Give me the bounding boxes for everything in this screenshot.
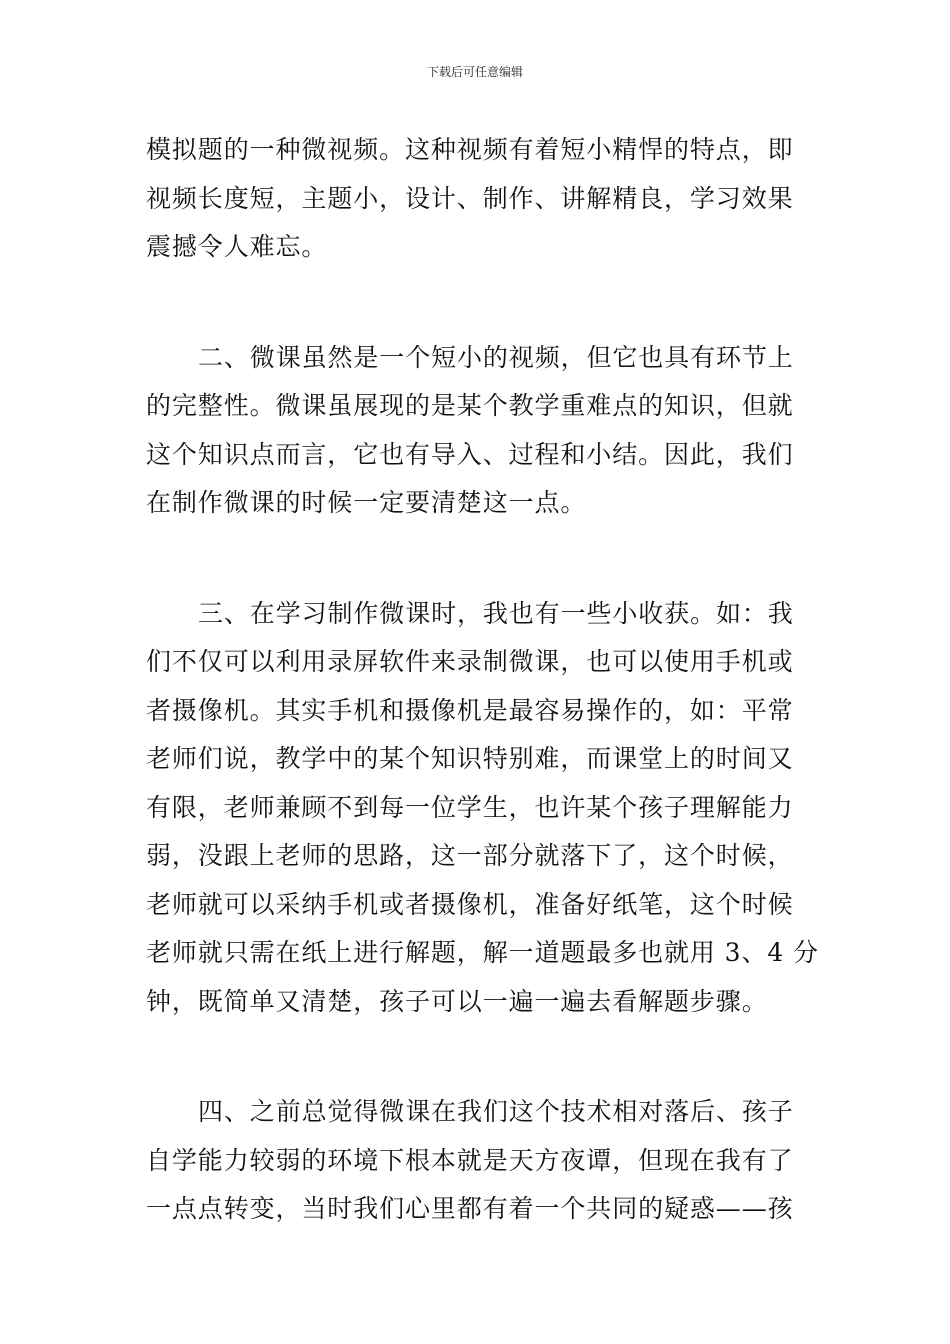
text-line: 在制作微课的时候一定要清楚这一点。: [146, 488, 587, 517]
paragraph-gap: [146, 1026, 816, 1088]
paragraph-4: [146, 1088, 816, 1234]
text-line: 这个知识点而言，它也有导入、过程和小结。因此，我们: [146, 439, 794, 469]
page-header: 下载后可任意编辑: [426, 65, 523, 79]
paragraph-1: [146, 126, 816, 272]
paragraph-3: [146, 590, 819, 1027]
text-line: 三、在学习制作微课时，我也有一些小收获。如：我: [198, 598, 794, 628]
paragraph-gap: [146, 272, 816, 334]
paragraph-2: [146, 334, 816, 528]
text-line: 二、微课虽然是一个短小的视频，但它也具有环节上: [198, 342, 794, 372]
text-line: 老师们说，教学中的某个知识特别难，而课堂上的时间又: [146, 744, 794, 773]
text-line: 模拟题的一种微视频。这种视频有着短小精悍的特点，即: [146, 135, 794, 164]
text-line: 者摄像机。其实手机和摄像机是最容易操作的，如：平常: [146, 695, 794, 725]
document-body: [146, 126, 819, 1234]
text-line: 有限，老师兼顾不到每一位学生，也许某个孩子理解能力: [146, 792, 794, 822]
text-line: 一点点转变，当时我们心里都有着一个共同的疑惑——孩: [146, 1194, 794, 1223]
text-line: 的完整性。微课虽展现的是某个教学重难点的知识，但就: [146, 391, 794, 420]
text-line: 老师就只需在纸上进行解题，解一道题最多也就用 3、4 分: [146, 938, 819, 967]
text-line: 弱，没跟上老师的思路，这一部分就落下了，这个时候，: [146, 841, 794, 870]
paragraph-gap: [146, 528, 816, 590]
text-line: 老师就可以采纳手机或者摄像机，准备好纸笔，这个时候: [146, 889, 794, 919]
text-line: 自学能力较弱的环境下根本就是天方夜谭，但现在我有了: [146, 1145, 794, 1175]
text-line: 视频长度短，主题小，设计、制作、讲解精良，学习效果: [146, 183, 794, 213]
text-line: 四、之前总觉得微课在我们这个技术相对落后、孩子: [198, 1097, 794, 1126]
text-line: 们不仅可以利用录屏软件来录制微课，也可以使用手机或: [146, 647, 794, 676]
text-line: 钟，既简单又清楚，孩子可以一遍一遍去看解题步骤。: [146, 986, 768, 1016]
text-line: 震撼令人难忘。: [146, 232, 328, 261]
